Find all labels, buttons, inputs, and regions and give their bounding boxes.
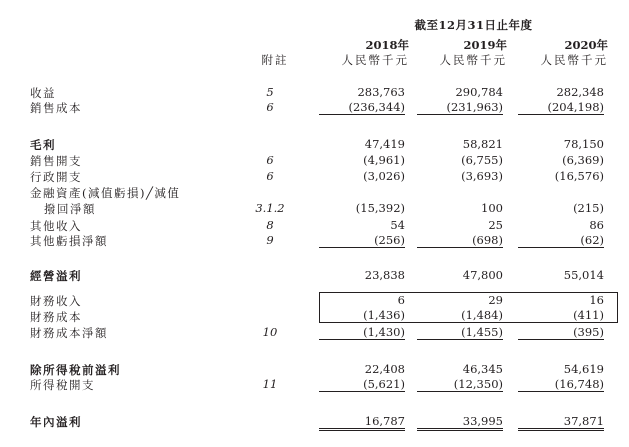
row-note-revenue: 5 xyxy=(266,85,274,99)
row-label-cost-of-sales: 銷售成本 xyxy=(30,101,82,115)
year-2020-heading: 2020年 xyxy=(564,38,608,52)
unit-heading-2020: 人民幣千元 xyxy=(540,53,608,67)
value-operating-profit-2020: 55,014 xyxy=(563,268,604,282)
period-heading: 截至12月31日止年度 xyxy=(414,18,533,32)
value-impairment-2018: (15,392) xyxy=(355,201,405,215)
row-label-finance-costs: 財務成本 xyxy=(30,310,82,324)
row-label-other-income: 其他收入 xyxy=(30,219,82,233)
row-label-finance-income: 財務收入 xyxy=(30,294,82,308)
value-profit-before-tax-2019: 46,345 xyxy=(462,362,503,376)
value-selling-expenses-2018: (4,961) xyxy=(363,153,405,167)
value-finance-income-2018: 6 xyxy=(397,293,405,307)
value-income-tax-2019: (12,350) xyxy=(417,377,503,392)
value-selling-expenses-2019: (6,755) xyxy=(461,153,503,167)
value-finance-costs-2020: (411) xyxy=(518,308,604,323)
value-operating-profit-2018: 23,838 xyxy=(364,268,405,282)
row-label-income-tax: 所得稅開支 xyxy=(30,378,95,392)
row-label-revenue: 收益 xyxy=(30,86,56,100)
value-profit-before-tax-2018: 22,408 xyxy=(364,362,405,376)
value-admin-expenses-2018: (3,026) xyxy=(363,169,405,183)
value-gross-profit-2018: 47,419 xyxy=(364,137,405,151)
row-note-income-tax: 11 xyxy=(262,377,278,391)
year-2018-heading: 2018年 xyxy=(365,38,409,52)
value-selling-expenses-2020: (6,369) xyxy=(562,153,604,167)
row-label-admin-expenses: 行政開支 xyxy=(30,170,82,184)
value-finance-income-2019: 29 xyxy=(488,293,503,307)
unit-heading-2019: 人民幣千元 xyxy=(439,53,507,67)
value-cost-of-sales-2018: (236,344) xyxy=(319,100,405,115)
value-admin-expenses-2020: (16,576) xyxy=(554,169,604,183)
value-other-income-2020: 86 xyxy=(589,218,604,232)
value-cost-of-sales-2020: (204,198) xyxy=(518,100,604,115)
row-label-net-finance-costs: 財務成本淨額 xyxy=(30,326,108,340)
row-note-selling-expenses: 6 xyxy=(266,153,274,167)
value-gross-profit-2019: 58,821 xyxy=(462,137,503,151)
value-impairment-2020: (215) xyxy=(573,201,604,215)
value-cost-of-sales-2019: (231,963) xyxy=(417,100,503,115)
value-other-losses-2018: (256) xyxy=(319,233,405,248)
note-column-heading: 附註 xyxy=(261,53,289,67)
value-income-tax-2018: (5,621) xyxy=(319,377,405,392)
row-note-net-finance-costs: 10 xyxy=(262,325,278,339)
value-profit-before-tax-2020: 54,619 xyxy=(563,362,604,376)
row-label-profit-for-year: 年內溢利 xyxy=(30,415,82,429)
value-profit-for-year-2018: 16,787 xyxy=(319,414,405,431)
value-net-finance-costs-2020: (395) xyxy=(518,325,604,340)
value-profit-for-year-2020: 37,871 xyxy=(518,414,604,431)
value-admin-expenses-2019: (3,693) xyxy=(461,169,503,183)
value-revenue-2019: 290,784 xyxy=(455,85,503,99)
row-note-other-losses: 9 xyxy=(266,233,274,247)
value-revenue-2018: 283,763 xyxy=(357,85,405,99)
value-operating-profit-2019: 47,800 xyxy=(462,268,503,282)
row-label-other-losses: 其他虧損淨額 xyxy=(30,234,108,248)
value-net-finance-costs-2018: (1,430) xyxy=(319,325,405,340)
row-note-admin-expenses: 6 xyxy=(266,169,274,183)
row-label-impairment-line1: 金融資產(減值虧損)╱減值 xyxy=(30,186,181,200)
row-label-selling-expenses: 銷售開支 xyxy=(30,154,82,168)
row-note-other-income: 8 xyxy=(266,218,274,232)
row-label-gross-profit: 毛利 xyxy=(30,138,56,152)
row-label-operating-profit: 經營溢利 xyxy=(30,269,82,283)
value-finance-costs-2018: (1,436) xyxy=(319,308,405,323)
value-other-losses-2020: (62) xyxy=(518,233,604,248)
value-revenue-2020: 282,348 xyxy=(556,85,604,99)
row-note-impairment: 3.1.2 xyxy=(255,201,285,215)
row-note-cost-of-sales: 6 xyxy=(266,100,274,114)
value-profit-for-year-2019: 33,995 xyxy=(417,414,503,431)
row-label-impairment-line2: 撥回淨額 xyxy=(44,202,96,216)
value-other-income-2018: 54 xyxy=(390,218,405,232)
row-label-profit-before-tax: 除所得稅前溢利 xyxy=(30,363,121,377)
value-gross-profit-2020: 78,150 xyxy=(563,137,604,151)
value-finance-costs-2019: (1,484) xyxy=(417,308,503,323)
value-income-tax-2020: (16,748) xyxy=(518,377,604,392)
unit-heading-2018: 人民幣千元 xyxy=(341,53,409,67)
value-net-finance-costs-2019: (1,455) xyxy=(417,325,503,340)
value-other-losses-2019: (698) xyxy=(417,233,503,248)
year-2019-heading: 2019年 xyxy=(463,38,507,52)
value-finance-income-2020: 16 xyxy=(589,293,604,307)
value-impairment-2019: 100 xyxy=(481,201,503,215)
value-other-income-2019: 25 xyxy=(488,218,503,232)
